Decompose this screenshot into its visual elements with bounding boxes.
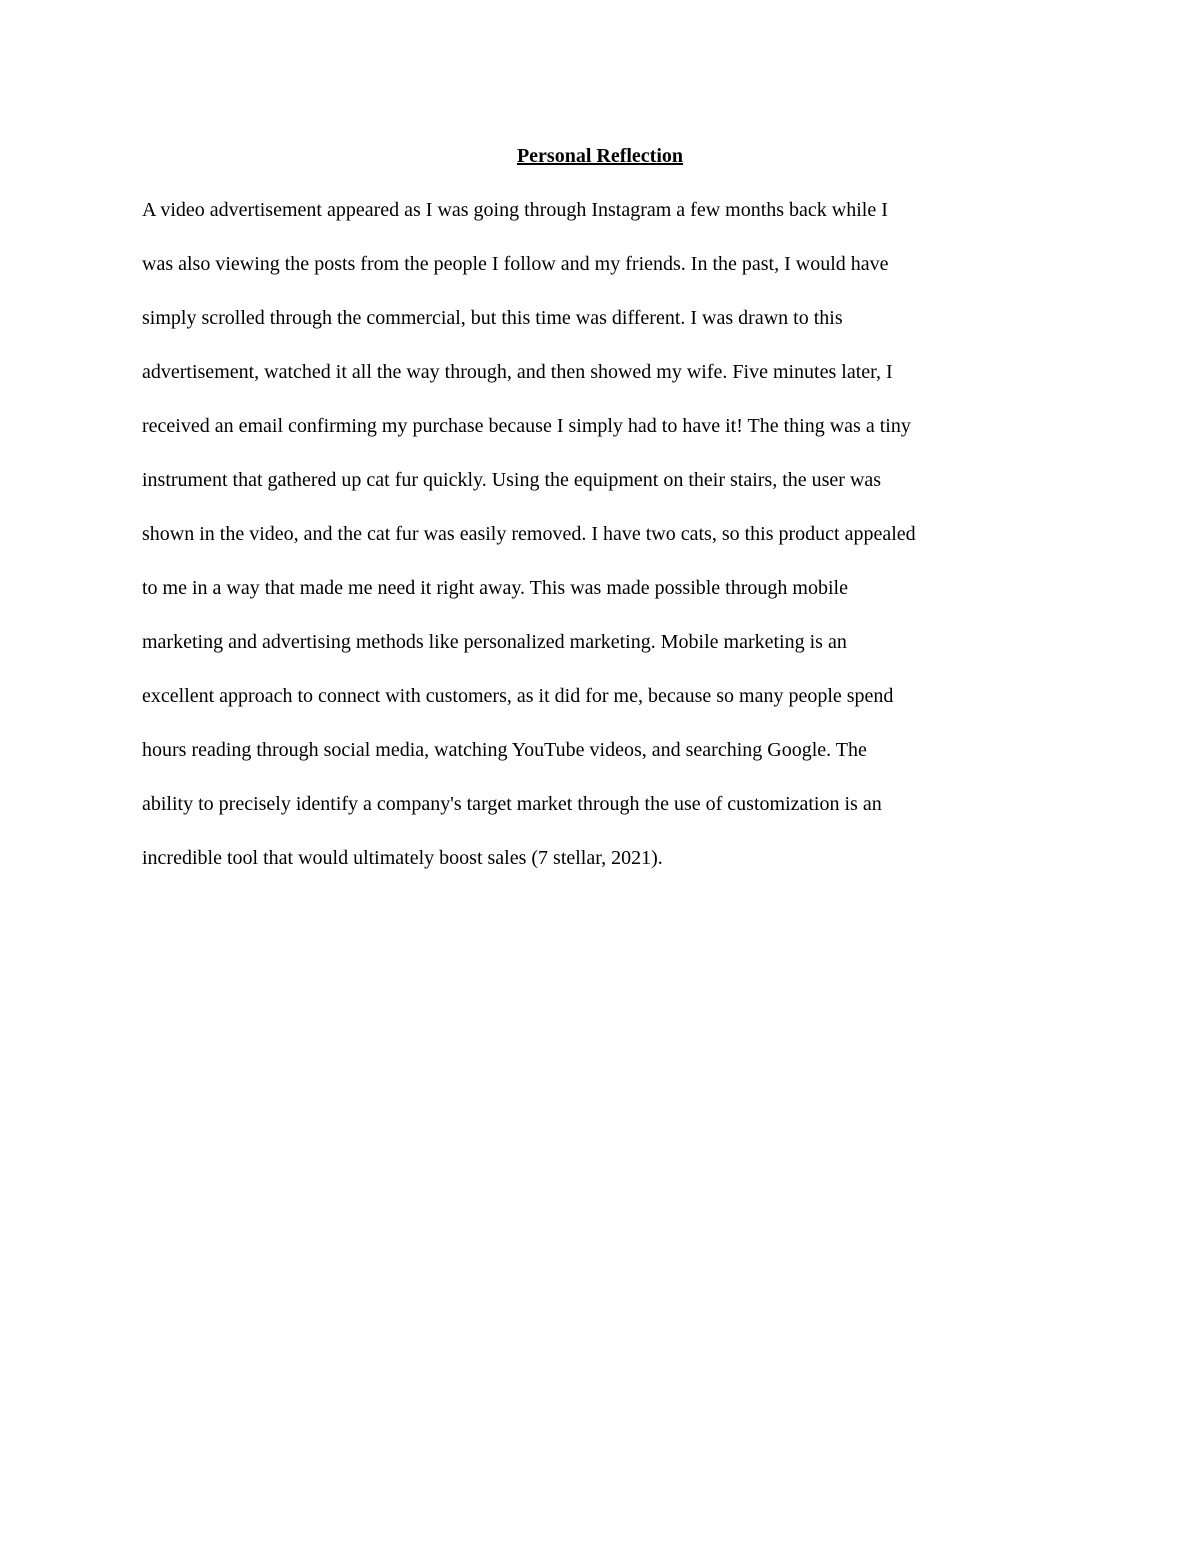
document-body [142,196,1062,898]
body-line: received an email confirming my purchase because I simply had to have it! The thing was a tiny [142,415,911,437]
body-line: marketing and advertising methods like personalized marketing. Mobile marketing is an [142,631,847,653]
body-line: hours reading through social media, watching YouTube videos, and searching Google. The [142,739,867,761]
body-line: excellent approach to connect with customers, as it did for me, because so many people spend [142,685,894,707]
body-line: was also viewing the posts from the people I follow and my friends. In the past, I would have [142,253,889,275]
body-line: ability to precisely identify a company's target market through the use of customization is an [142,793,882,815]
body-line: instrument that gathered up cat fur quickly. Using the equipment on their stairs, the user was [142,469,882,491]
document-title: Personal Reflection [516,145,684,167]
body-line: advertisement, watched it all the way through, and then showed my wife. Five minutes later, I [142,361,893,383]
body-line: shown in the video, and the cat fur was easily removed. I have two cats, so this product appealed [142,523,916,545]
body-line: simply scrolled through the commercial, but this time was different. I was drawn to this [142,307,843,329]
body-line: incredible tool that would ultimately boost sales (7 stellar, 2021). [142,847,663,869]
body-line: A video advertisement appeared as I was going through Instagram a few months back while I [142,199,888,221]
body-line: to me in a way that made me need it right away. This was made possible through mobile [142,577,848,599]
